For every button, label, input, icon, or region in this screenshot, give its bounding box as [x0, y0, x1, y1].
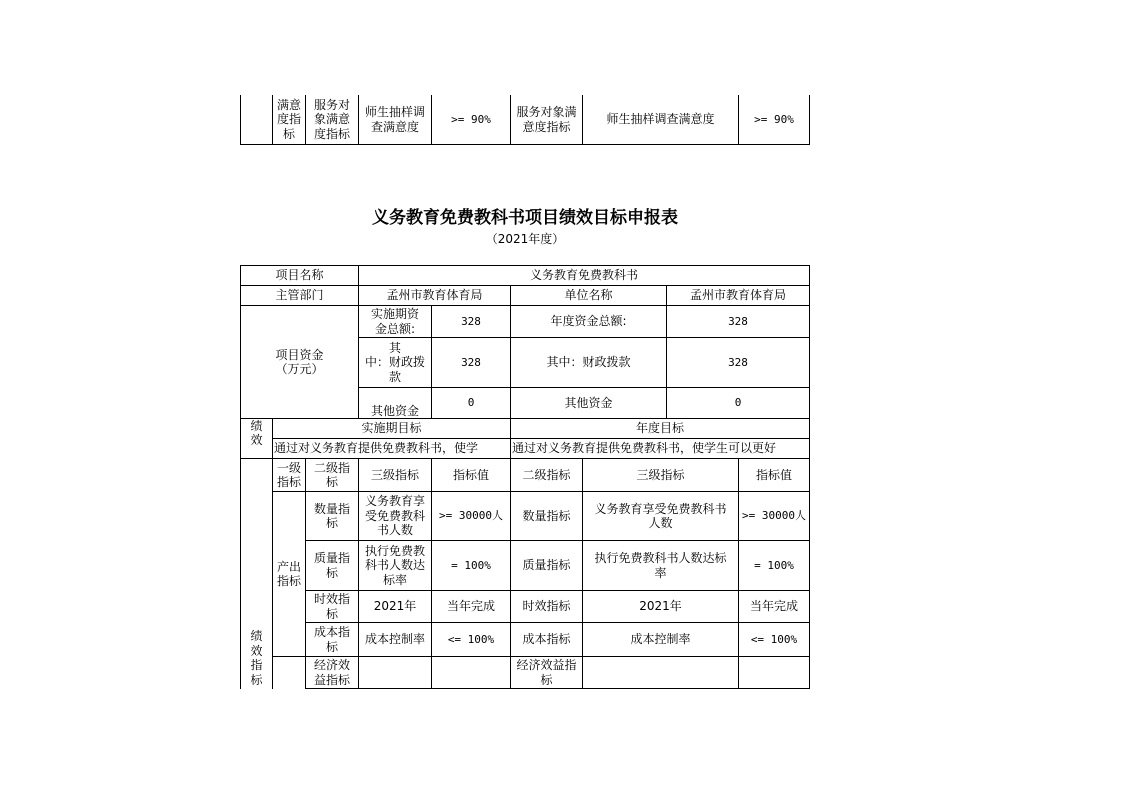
goal-year-header: 年度目标	[510, 418, 810, 439]
table-row-l2-year: 成本指标	[510, 622, 583, 657]
table-cell: 满意 度指 标	[272, 95, 306, 145]
table-cell	[738, 656, 810, 689]
other-value-year: 0	[666, 387, 810, 419]
table-row-value: <= 100%	[431, 622, 511, 657]
fin-label-year: 其中：财政拨款	[510, 337, 667, 388]
table-row-l3-year: 执行免费教科书人数达标 率	[582, 540, 739, 591]
header-level1: 一级 指标	[272, 458, 306, 492]
page-subtitle: （2021年度）	[485, 232, 565, 246]
header-level2: 二级指 标	[305, 458, 359, 492]
table-cell: >= 90%	[738, 95, 810, 145]
table-row-value-year: >= 30000人	[738, 491, 810, 541]
header-level2-year: 二级指标	[510, 458, 583, 492]
table-row-l3: 2021年	[358, 590, 432, 623]
project-name: 义务教育免费教科书	[358, 265, 810, 286]
table-cell	[240, 95, 273, 145]
page-title: 义务教育免费教科书项目绩效目标申报表	[372, 208, 678, 228]
table-row-value: = 100%	[431, 540, 511, 591]
table-cell	[358, 656, 432, 689]
table-cell: 服务对象满 意度指标	[510, 95, 583, 145]
table-row-l3-year: 成本控制率	[582, 622, 739, 657]
table-row-l2: 时效指 标	[305, 590, 359, 623]
other-value: 0	[431, 387, 511, 419]
total-value: 328	[431, 305, 511, 338]
table-cell	[582, 656, 739, 689]
year-total-value: 328	[666, 305, 810, 338]
table-row-value: >= 30000人	[431, 491, 511, 541]
header-value: 指标值	[431, 458, 511, 492]
table-cell: 服务对 象满意 度指标	[305, 95, 359, 145]
project-name-label: 项目名称	[240, 265, 359, 286]
fin-value: 328	[431, 337, 511, 388]
other-label: 其他资金	[358, 387, 432, 419]
table-row-l3: 执行免费教 科书人数达 标率	[358, 540, 432, 591]
unit-label: 单位名称	[510, 285, 667, 306]
goal-side-label: 绩 效	[240, 418, 273, 459]
table-row-l2: 数量指 标	[305, 491, 359, 541]
header-level3-year: 三级指标	[582, 458, 739, 492]
table-row-l3: 成本控制率	[358, 622, 432, 657]
dept-label: 主管部门	[240, 285, 359, 306]
table-cell	[272, 656, 306, 689]
table-row-l2-year: 时效指标	[510, 590, 583, 623]
fin-value-year: 328	[666, 337, 810, 388]
table-row-value-year: = 100%	[738, 540, 810, 591]
header-value-year: 指标值	[738, 458, 810, 492]
goal-period-text: 通过对义务教育提供免费教科书，使学	[272, 438, 511, 459]
other-label-year: 其他资金	[510, 387, 667, 419]
table-row-l2-year: 质量指标	[510, 540, 583, 591]
table-row-l2-year: 数量指标	[510, 491, 583, 541]
table-row-value: 当年完成	[431, 590, 511, 623]
table-row-value-year: <= 100%	[738, 622, 810, 657]
total-label: 实施期资 金总额:	[358, 305, 432, 338]
table-row-l2: 质量指 标	[305, 540, 359, 591]
table-row-value-year: 当年完成	[738, 590, 810, 623]
table-cell: 师生抽样调查满意度	[582, 95, 739, 145]
table-cell	[431, 656, 511, 689]
output-indicator-label: 产出 指标	[272, 491, 306, 657]
table-row-l2: 经济效 益指标	[305, 656, 359, 689]
table-cell: 师生抽样调 查满意度	[358, 95, 432, 145]
table-row-l3-year: 义务教育享受免费教科书 人数	[582, 491, 739, 541]
header-level3: 三级指标	[358, 458, 432, 492]
table-row-l3: 义务教育享 受免费教科 书人数	[358, 491, 432, 541]
goal-year-text: 通过对义务教育提供免费教科书，使学生可以更好	[510, 438, 810, 459]
fund-label: 项目资金 （万元）	[240, 305, 359, 419]
table-row-l3-year: 2021年	[582, 590, 739, 623]
table-cell: >= 90%	[431, 95, 511, 145]
table-row-l2-year: 经济效益指 标	[510, 656, 583, 689]
table-row-l2: 成本指 标	[305, 622, 359, 657]
unit-value: 孟州市教育体育局	[666, 285, 810, 306]
dept-value: 孟州市教育体育局	[358, 285, 511, 306]
year-total-label: 年度资金总额:	[510, 305, 667, 338]
indicators-side-label: 绩 效 指 标	[240, 458, 273, 689]
fin-label: 其 中：财政拨 款	[358, 337, 432, 388]
goal-period-header: 实施期目标	[272, 418, 511, 439]
